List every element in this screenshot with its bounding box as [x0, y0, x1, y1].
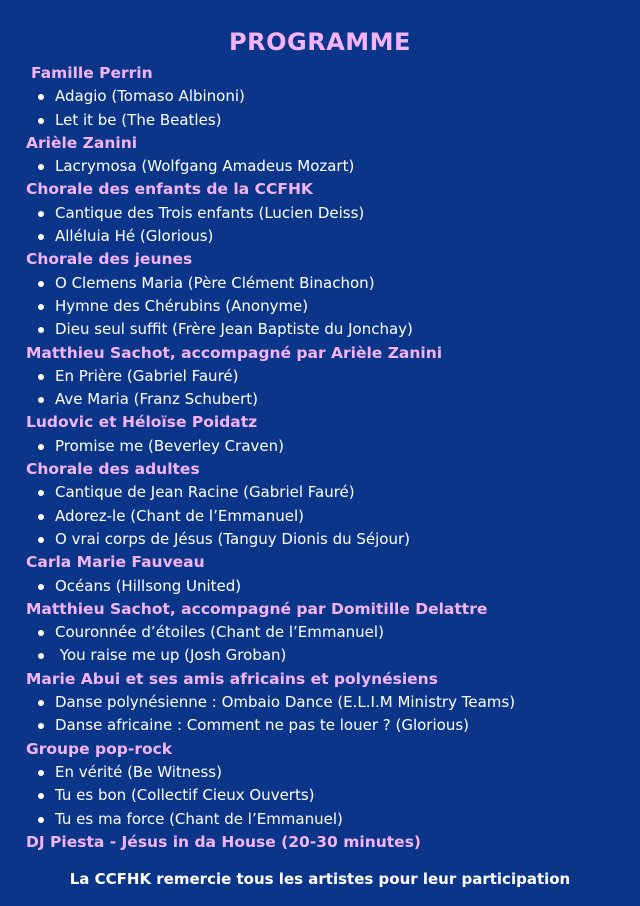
piece-item: [26, 808, 626, 831]
page-title: PROGRAMME: [229, 28, 411, 56]
bullet-icon: [38, 94, 44, 100]
piece-list: [26, 85, 626, 132]
programme-section: [26, 831, 626, 854]
artist-name: Matthieu Sachot, accompagné par Arièle Zanini: [26, 343, 443, 362]
piece-title: En Prière (Gabriel Fauré): [55, 366, 239, 385]
programme-section: [26, 132, 626, 179]
piece-title: Adagio (Tomaso Albinoni): [55, 87, 245, 106]
artist-name: DJ Piesta - Jésus in da House (20-30 minutes): [26, 832, 422, 851]
piece-title: Alléluia Hé (Glorious): [55, 227, 214, 246]
programme-section: [26, 738, 626, 831]
piece-item: [26, 318, 626, 341]
bullet-icon: [38, 630, 44, 636]
artist-name: Marie Abui et ses amis africains et polynésiens: [26, 669, 438, 688]
bullet-icon: [38, 653, 44, 659]
artist-name: Ludovic et Héloïse Poidatz: [26, 413, 258, 432]
piece-list: [26, 621, 626, 668]
piece-item: [26, 575, 626, 598]
bullet-icon: [38, 514, 44, 520]
bullet-icon: [38, 444, 44, 450]
programme-section: [26, 598, 626, 668]
piece-title: You raise me up (Josh Groban): [55, 646, 287, 665]
bullet-icon: [38, 374, 44, 380]
piece-item: [26, 528, 626, 551]
piece-title: O Clemens Maria (Père Clément Binachon): [55, 273, 375, 292]
piece-title: Danse polynésienne : Ombaio Dance (E.L.I.M Ministry Teams): [55, 693, 516, 712]
bullet-icon: [38, 304, 44, 310]
bullet-icon: [38, 397, 44, 403]
bullet-icon: [38, 793, 44, 799]
bullet-icon: [38, 723, 44, 729]
piece-item: [26, 202, 626, 225]
piece-title: Tu es ma force (Chant de l’Emmanuel): [55, 809, 343, 828]
piece-title: Tu es bon (Collectif Cieux Ouverts): [55, 786, 315, 805]
piece-item: [26, 225, 626, 248]
piece-title: Danse africaine : Comment ne pas te louer ? (Glorious): [55, 716, 469, 735]
piece-title: Cantique des Trois enfants (Lucien Deiss): [55, 203, 365, 222]
piece-title: Let it be (The Beatles): [55, 110, 222, 129]
programme-section: [26, 178, 626, 248]
programme-section: [26, 668, 626, 738]
artist-name: Chorale des jeunes: [26, 250, 193, 269]
artist-name: Groupe pop-rock: [26, 739, 173, 758]
piece-title: Adorez-le (Chant de l’Emmanuel): [55, 506, 305, 525]
programme-section: [26, 248, 626, 341]
piece-item: [26, 109, 626, 132]
programme-section: [26, 342, 626, 412]
piece-item: [26, 761, 626, 784]
programme-section: [26, 62, 626, 132]
piece-title: Océans (Hillsong United): [55, 576, 242, 595]
programme-list: [26, 62, 626, 854]
piece-title: Cantique de Jean Racine (Gabriel Fauré): [55, 483, 355, 502]
piece-item: [26, 295, 626, 318]
bullet-icon: [38, 490, 44, 496]
piece-list: [26, 761, 626, 831]
piece-item: [26, 691, 626, 714]
piece-item: [26, 272, 626, 295]
artist-name: Chorale des enfants de la CCFHK: [26, 180, 313, 199]
piece-title: Ave Maria (Franz Schubert): [55, 390, 259, 409]
bullet-icon: [38, 281, 44, 287]
artist-name: Famille Perrin: [31, 64, 153, 82]
bullet-icon: [38, 700, 44, 706]
piece-item: [26, 435, 626, 458]
piece-item: [26, 85, 626, 108]
piece-list: [26, 272, 626, 342]
piece-item: [26, 644, 626, 667]
piece-item: [26, 365, 626, 388]
piece-item: [26, 621, 626, 644]
piece-title: En vérité (Be Witness): [55, 762, 222, 781]
bullet-icon: [38, 234, 44, 240]
piece-title: Lacrymosa (Wolfgang Amadeus Mozart): [55, 157, 355, 176]
bullet-icon: [38, 817, 44, 823]
artist-name: Matthieu Sachot, accompagné par Domitille Delattre: [26, 599, 488, 618]
programme-section: [26, 551, 626, 598]
bullet-icon: [38, 211, 44, 217]
piece-list: [26, 481, 626, 551]
bullet-icon: [38, 327, 44, 333]
bullet-icon: [38, 584, 44, 590]
piece-list: [26, 691, 626, 738]
piece-list: [26, 365, 626, 412]
piece-title: Couronnée d’étoiles (Chant de l’Emmanuel): [55, 623, 384, 642]
artist-name: Arièle Zanini: [26, 133, 138, 152]
bullet-icon: [38, 164, 44, 170]
piece-title: Hymne des Chérubins (Anonyme): [55, 296, 309, 315]
programme-section: [26, 458, 626, 551]
piece-list: [26, 435, 626, 458]
piece-list: [26, 575, 626, 598]
piece-title: Dieu seul suffit (Frère Jean Baptiste du Jonchay): [55, 320, 413, 339]
piece-item: [26, 481, 626, 504]
artist-name: Carla Marie Fauveau: [26, 553, 205, 572]
piece-title: Promise me (Beverley Craven): [55, 436, 284, 455]
piece-item: [26, 784, 626, 807]
piece-title: O vrai corps de Jésus (Tanguy Dionis du Séjour): [55, 529, 410, 548]
piece-list: [26, 202, 626, 249]
artist-name: Chorale des adultes: [26, 460, 200, 479]
footer-thanks: La CCFHK remercie tous les artistes pour leur participation: [69, 870, 571, 888]
bullet-icon: [38, 770, 44, 776]
bullet-icon: [38, 537, 44, 543]
bullet-icon: [38, 118, 44, 124]
piece-item: [26, 388, 626, 411]
programme-section: [26, 411, 626, 458]
piece-list: [26, 155, 626, 178]
piece-item: [26, 155, 626, 178]
piece-item: [26, 505, 626, 528]
piece-item: [26, 714, 626, 737]
